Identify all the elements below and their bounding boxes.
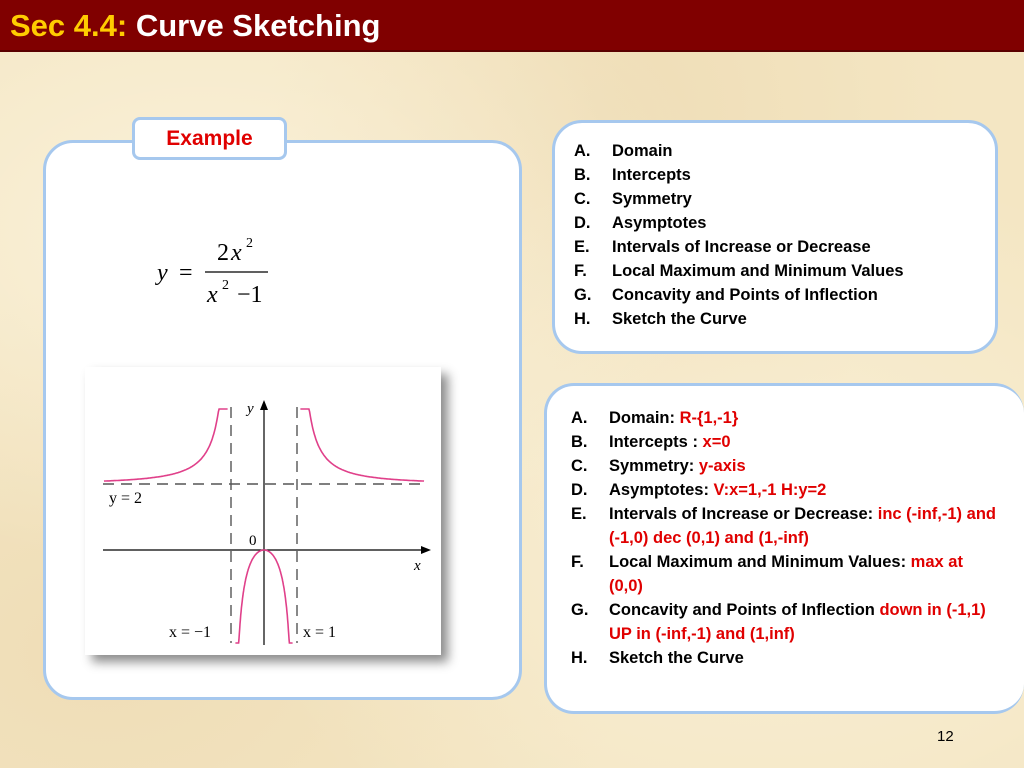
answer-marker: C. — [571, 457, 588, 475]
formula-num-exp: 2 — [246, 236, 253, 251]
formula-den-rest: −1 — [237, 282, 263, 308]
answer-marker: E. — [571, 505, 587, 523]
step-marker: B. — [574, 166, 591, 184]
y-axis-label: y — [247, 401, 254, 417]
step-marker: A. — [574, 142, 591, 160]
answer-item — [571, 502, 1001, 550]
answer-marker: A. — [571, 409, 588, 427]
answer-marker: D. — [571, 481, 588, 499]
step-text: Symmetry — [612, 190, 692, 208]
answer-marker: G. — [571, 601, 589, 619]
asymptote-left-label: x = −1 — [169, 624, 212, 641]
step-item — [574, 139, 984, 163]
step-marker: F. — [574, 262, 587, 280]
step-item — [574, 163, 984, 187]
step-item — [574, 187, 984, 211]
answer-value: V:x=1,-1 H:y=2 — [713, 481, 827, 499]
step-text: Intervals of Increase or Decrease — [612, 238, 871, 256]
answer-value: inc (-inf,-1) and (-1,0) dec (0,1) and (1,-inf) — [609, 505, 996, 547]
step-marker: H. — [574, 310, 591, 328]
answer-label: Sketch the Curve — [609, 649, 744, 667]
answer-value: max at (0,0) — [609, 553, 963, 595]
answer-item — [571, 598, 1001, 646]
step-item — [574, 211, 984, 235]
y-axis-arrow — [260, 400, 268, 410]
answer-value: R-{1,-1} — [679, 409, 739, 427]
answer-item — [571, 454, 1001, 478]
formula-equals: = — [179, 260, 193, 286]
step-text: Intercepts — [612, 166, 691, 184]
step-item — [574, 283, 984, 307]
formula-num-var: x — [231, 240, 242, 266]
curve-left-branch — [104, 409, 228, 481]
answer-label: Domain: — [609, 409, 680, 427]
step-marker: D. — [574, 214, 591, 232]
x-axis-label: x — [414, 558, 421, 574]
slide-title-text: Curve Sketching — [135, 8, 381, 43]
answer-item — [571, 478, 1001, 502]
step-text: Local Maximum and Minimum Values — [612, 262, 904, 280]
answer-label: Symmetry: — [609, 457, 699, 475]
answer-label: Asymptotes: — [609, 481, 714, 499]
step-item — [574, 307, 984, 331]
answer-label: Intervals of Increase or Decrease: — [609, 505, 878, 523]
step-text: Asymptotes — [612, 214, 707, 232]
slide-title — [10, 8, 380, 44]
steps-list — [574, 139, 984, 331]
formula-lhs: y — [157, 260, 168, 286]
formula-num-coef: 2 — [217, 240, 229, 266]
step-marker: G. — [574, 286, 592, 304]
section-number: Sec 4.4: — [10, 8, 128, 43]
answer-item — [571, 430, 1001, 454]
step-text: Domain — [612, 142, 673, 160]
answer-item — [571, 550, 1001, 598]
step-text: Concavity and Points of Inflection — [612, 286, 878, 304]
x-axis-arrow — [421, 546, 431, 554]
step-marker: E. — [574, 238, 590, 256]
origin-label: 0 — [249, 533, 257, 549]
answer-label: Local Maximum and Minimum Values: — [609, 553, 911, 571]
function-formula — [155, 230, 280, 310]
answer-item — [571, 646, 1001, 670]
answer-value: x=0 — [702, 433, 731, 451]
answer-value: y-axis — [698, 457, 746, 475]
step-item — [574, 259, 984, 283]
asymptote-y-label: y = 2 — [109, 490, 143, 507]
formula-den-exp: 2 — [222, 278, 229, 293]
answer-value: down in (-1,1) UP in (-inf,-1) and (1,inf) — [609, 601, 986, 643]
answer-marker: F. — [571, 553, 584, 571]
curve-right-branch — [300, 409, 424, 481]
function-graph — [85, 367, 441, 655]
step-item — [574, 235, 984, 259]
step-text: Sketch the Curve — [612, 310, 747, 328]
answer-marker: B. — [571, 433, 588, 451]
answer-label: Concavity and Points of Inflection — [609, 601, 880, 619]
answers-list — [571, 406, 1001, 670]
asymptote-right-label: x = 1 — [303, 624, 337, 641]
page-number: 12 — [937, 728, 954, 745]
example-label: Example — [132, 117, 287, 160]
step-marker: C. — [574, 190, 591, 208]
answer-item — [571, 406, 1001, 430]
answer-label: Intercepts : — [609, 433, 703, 451]
answer-marker: H. — [571, 649, 588, 667]
title-bar — [0, 0, 1024, 52]
formula-den-var: x — [207, 282, 218, 308]
